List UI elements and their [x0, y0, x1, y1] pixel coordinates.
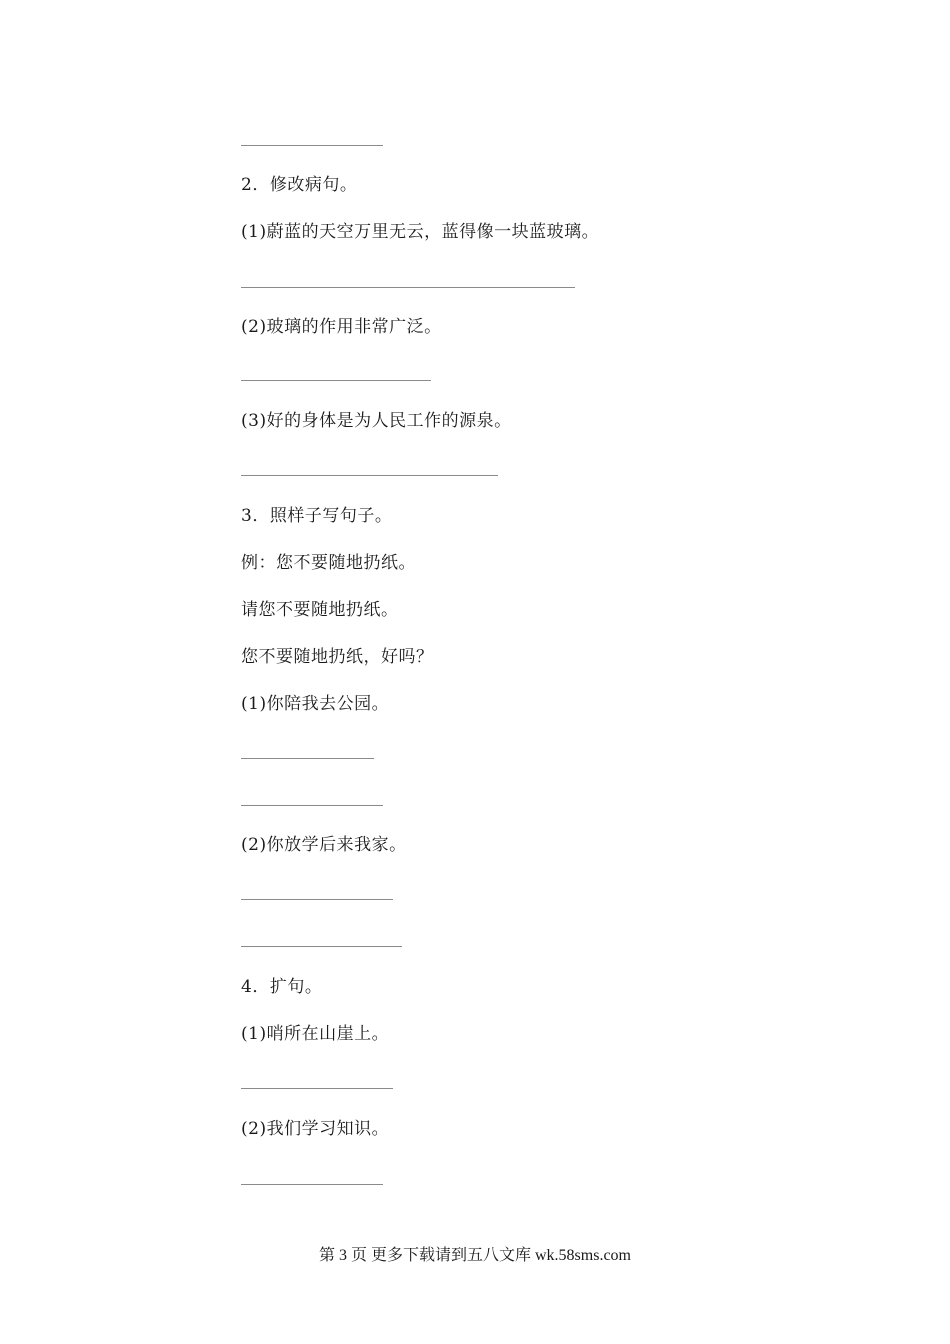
question-item: (1)哨所在山崖上。: [241, 1024, 390, 1044]
answer-blank[interactable]: [241, 758, 374, 759]
answer-blank[interactable]: [241, 805, 383, 806]
answer-blank[interactable]: [241, 1184, 383, 1185]
section-heading: 3．照样子写句子。: [241, 506, 393, 526]
section-heading: 4．扩句。: [241, 977, 323, 997]
question-item: (2)你放学后来我家。: [241, 835, 407, 855]
example-answer: 您不要随地扔纸，好吗？: [241, 647, 434, 667]
question-item: (1)蔚蓝的天空万里无云，蓝得像一块蓝玻璃。: [241, 222, 600, 242]
question-item: (3)好的身体是为人民工作的源泉。: [241, 411, 512, 431]
answer-blank[interactable]: [241, 145, 383, 146]
section-heading: 2．修改病句。: [241, 175, 358, 195]
question-item: (2)玻璃的作用非常广泛。: [241, 317, 442, 337]
answer-blank[interactable]: [241, 287, 575, 288]
page-footer: 第 3 页 更多下载请到五八文库 wk.58sms.com: [318, 1247, 631, 1264]
answer-blank[interactable]: [241, 475, 498, 476]
answer-blank[interactable]: [241, 380, 431, 381]
example-answer: 请您不要随地扔纸。: [241, 600, 399, 620]
answer-blank[interactable]: [241, 946, 402, 947]
question-item: (1)你陪我去公园。: [241, 694, 390, 714]
answer-blank[interactable]: [241, 1088, 393, 1089]
question-item: (2)我们学习知识。: [241, 1119, 390, 1139]
answer-blank[interactable]: [241, 899, 393, 900]
example-sentence: 例：您不要随地扔纸。: [241, 553, 416, 573]
